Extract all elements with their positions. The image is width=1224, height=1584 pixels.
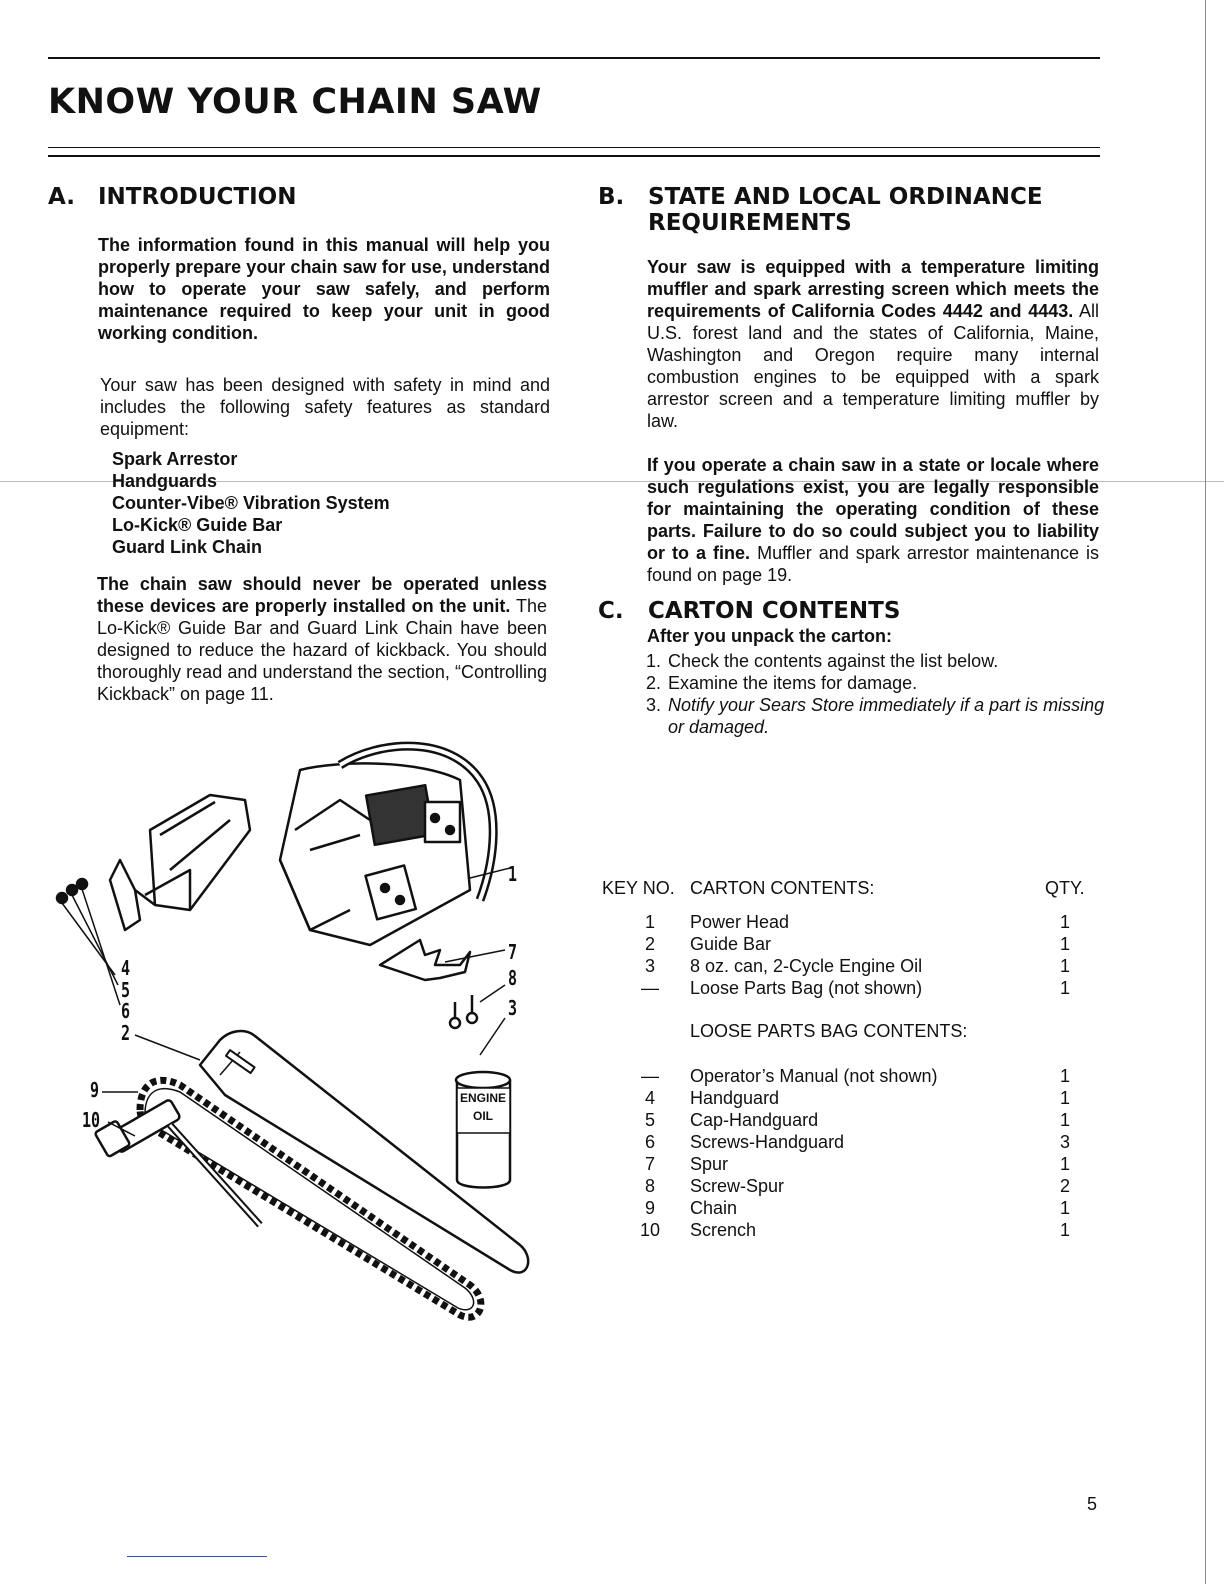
step-text: Examine the items for damage. <box>668 673 918 693</box>
table-row <box>600 1220 1080 1242</box>
step-item <box>646 650 1106 672</box>
warning-bold-text: The chain saw should never be operated unless these devices are properly installed on the unit. <box>97 574 547 616</box>
oil-can-label-line1: ENGINE <box>459 1091 507 1105</box>
row-qty: 1 <box>1059 1198 1070 1218</box>
table-row <box>600 978 1080 1000</box>
row-qty: 1 <box>1059 1110 1070 1130</box>
row-qty: 1 <box>1059 1088 1070 1108</box>
title-rule-upper <box>48 147 1100 148</box>
row-desc: Screws-Handguard <box>690 1132 845 1152</box>
table-row <box>600 1066 1080 1088</box>
row-key: 10 <box>639 1220 661 1240</box>
feature-item: Guard Link Chain <box>112 537 263 557</box>
oil-can-drawing <box>456 1072 510 1188</box>
page-title: KNOW YOUR CHAIN SAW <box>48 82 542 122</box>
legal-bold-text: If you operate a chain saw in a state or locale where such regulations exist, you are legally responsible for maintaining the operating condition of these parts. Failure to do so could subject you to liability or to a fine. <box>647 455 1099 563</box>
row-qty: 1 <box>1059 912 1070 932</box>
row-key: 4 <box>644 1088 655 1108</box>
section-c-letter: C. <box>598 598 624 624</box>
loose-parts-header: LOOSE PARTS BAG CONTENTS: <box>690 1021 968 1041</box>
row-key: 1 <box>644 912 655 932</box>
table-header-contents: CARTON CONTENTS: <box>690 878 875 898</box>
title-rule-lower <box>48 155 1100 157</box>
step-item <box>646 694 1106 738</box>
callout-1: 1 <box>508 862 518 886</box>
section-b-letter: B. <box>598 184 625 210</box>
page-number: 5 <box>1087 1494 1098 1514</box>
table-row <box>600 1198 1080 1220</box>
row-qty: 1 <box>1059 1154 1070 1174</box>
table-row <box>600 1132 1080 1154</box>
ordinance-paragraph <box>647 256 1099 432</box>
row-desc: Power Head <box>690 912 790 932</box>
step-text: Check the contents against the list below. <box>668 651 999 671</box>
row-qty: 1 <box>1059 1066 1070 1086</box>
row-key: 2 <box>644 934 655 954</box>
feature-item: Counter-Vibe® Vibration System <box>112 493 390 513</box>
chain-saw-parts-illustration <box>40 740 560 1350</box>
callout-3: 3 <box>508 996 518 1020</box>
row-qty: 3 <box>1059 1132 1070 1152</box>
feature-item: Handguards <box>112 471 218 491</box>
row-qty: 1 <box>1059 934 1070 954</box>
row-desc: Screw-Spur <box>690 1176 785 1196</box>
row-qty: 2 <box>1059 1176 1070 1196</box>
power-head-drawing <box>280 746 493 945</box>
scrench-drawing <box>95 1099 260 1225</box>
section-c-heading <box>598 598 1118 624</box>
spur-screws-drawing <box>450 995 477 1028</box>
section-a-title: INTRODUCTION <box>98 184 297 210</box>
row-qty: 1 <box>1059 978 1070 998</box>
row-key: 9 <box>644 1198 655 1218</box>
row-desc: Spur <box>690 1154 729 1174</box>
callout-4: 4 <box>121 956 131 980</box>
safety-features-list <box>112 448 390 558</box>
callout-9: 9 <box>90 1078 100 1102</box>
legal-paragraph <box>647 454 1099 586</box>
feature-item: Lo-Kick® Guide Bar <box>112 515 283 535</box>
callout-2: 2 <box>121 1021 131 1045</box>
row-key: 7 <box>644 1154 655 1174</box>
legal-text: Muffler and spark arrestor maintenance is found on page 19. <box>647 543 1099 585</box>
row-desc: Scrench <box>690 1220 757 1240</box>
callout-10: 10 <box>82 1108 101 1132</box>
ordinance-bold-text: Your saw is equipped with a temperature limiting muffler and spark arresting screen which meets the requirements of California Codes 4442 and 4443. <box>647 257 1099 321</box>
table-row <box>600 1154 1080 1176</box>
callout-8: 8 <box>508 966 518 990</box>
step-text: Notify your Sears Store immediately if a part is missing or damaged. <box>668 695 1105 737</box>
table-row <box>600 934 1080 956</box>
section-c-title: CARTON CONTENTS <box>648 598 901 624</box>
intro-paragraph: The information found in this manual will help you properly prepare your chain saw for use, understand how to operate your saw safely, and perform maintenance required to keep your unit in good working condition. <box>98 235 550 343</box>
row-desc: Operator’s Manual (not shown) <box>690 1066 938 1086</box>
row-desc: Cap-Handguard <box>690 1110 819 1130</box>
step-number: 2. <box>646 673 662 693</box>
row-key: 6 <box>644 1132 655 1152</box>
screws-drawing <box>57 879 120 1005</box>
section-c-subtitle: After you unpack the carton: <box>647 626 893 646</box>
oil-can-label-line2: OIL <box>473 1109 493 1123</box>
step-number: 1. <box>646 651 662 671</box>
row-key: 8 <box>644 1176 655 1196</box>
section-b-title-line1: STATE AND LOCAL ORDINANCE <box>648 184 1043 210</box>
ordinance-text: All U.S. forest land and the states of California, Maine, Washington and Oregon require many internal combustion engines to be equipped with a spark arrestor screen and a temperature limiting muffler by law. <box>647 301 1099 431</box>
table-row <box>600 912 1080 934</box>
row-key: — <box>641 1066 659 1086</box>
row-desc: Loose Parts Bag (not shown) <box>690 978 923 998</box>
section-a-letter: A. <box>48 184 75 210</box>
section-b-title-line2: REQUIREMENTS <box>648 210 852 236</box>
callout-6: 6 <box>121 999 131 1023</box>
warning-paragraph <box>97 573 547 705</box>
feature-item: Spark Arrestor <box>112 449 238 469</box>
footer-rule <box>127 1556 267 1557</box>
table-row <box>600 1110 1080 1132</box>
section-a-heading <box>48 184 568 210</box>
warning-text: The Lo-Kick® Guide Bar and Guard Link Chain have been designed to reduce the hazard of kickback. You should thoroughly read and understand the section, “Controlling Kickback” on page 11. <box>97 596 547 704</box>
row-qty: 1 <box>1059 956 1070 976</box>
table-header-key: KEY NO. <box>602 878 675 898</box>
table-row <box>600 1176 1080 1198</box>
callout-5: 5 <box>121 978 131 1002</box>
callout-7: 7 <box>508 940 518 964</box>
step-number: 3. <box>646 695 662 715</box>
handguard-drawing <box>110 795 250 930</box>
unpack-steps-list <box>646 650 1106 738</box>
row-key: — <box>641 978 659 998</box>
top-rule <box>48 57 1100 59</box>
step-item <box>646 672 1106 694</box>
row-key: 5 <box>644 1110 655 1130</box>
row-key: 3 <box>644 956 655 976</box>
row-qty: 1 <box>1059 1220 1070 1240</box>
page-edge <box>1205 0 1206 1584</box>
row-desc: Handguard <box>690 1088 780 1108</box>
table-header-qty: QTY. <box>1045 878 1085 898</box>
row-desc: 8 oz. can, 2-Cycle Engine Oil <box>690 956 923 976</box>
safety-design-paragraph: Your saw has been designed with safety in mind and includes the following safety features as standard equipment: <box>100 375 550 439</box>
table-row <box>600 1088 1080 1110</box>
table-row <box>600 956 1080 978</box>
row-desc: Chain <box>690 1198 738 1218</box>
row-desc: Guide Bar <box>690 934 772 954</box>
section-b-heading <box>598 184 1118 236</box>
